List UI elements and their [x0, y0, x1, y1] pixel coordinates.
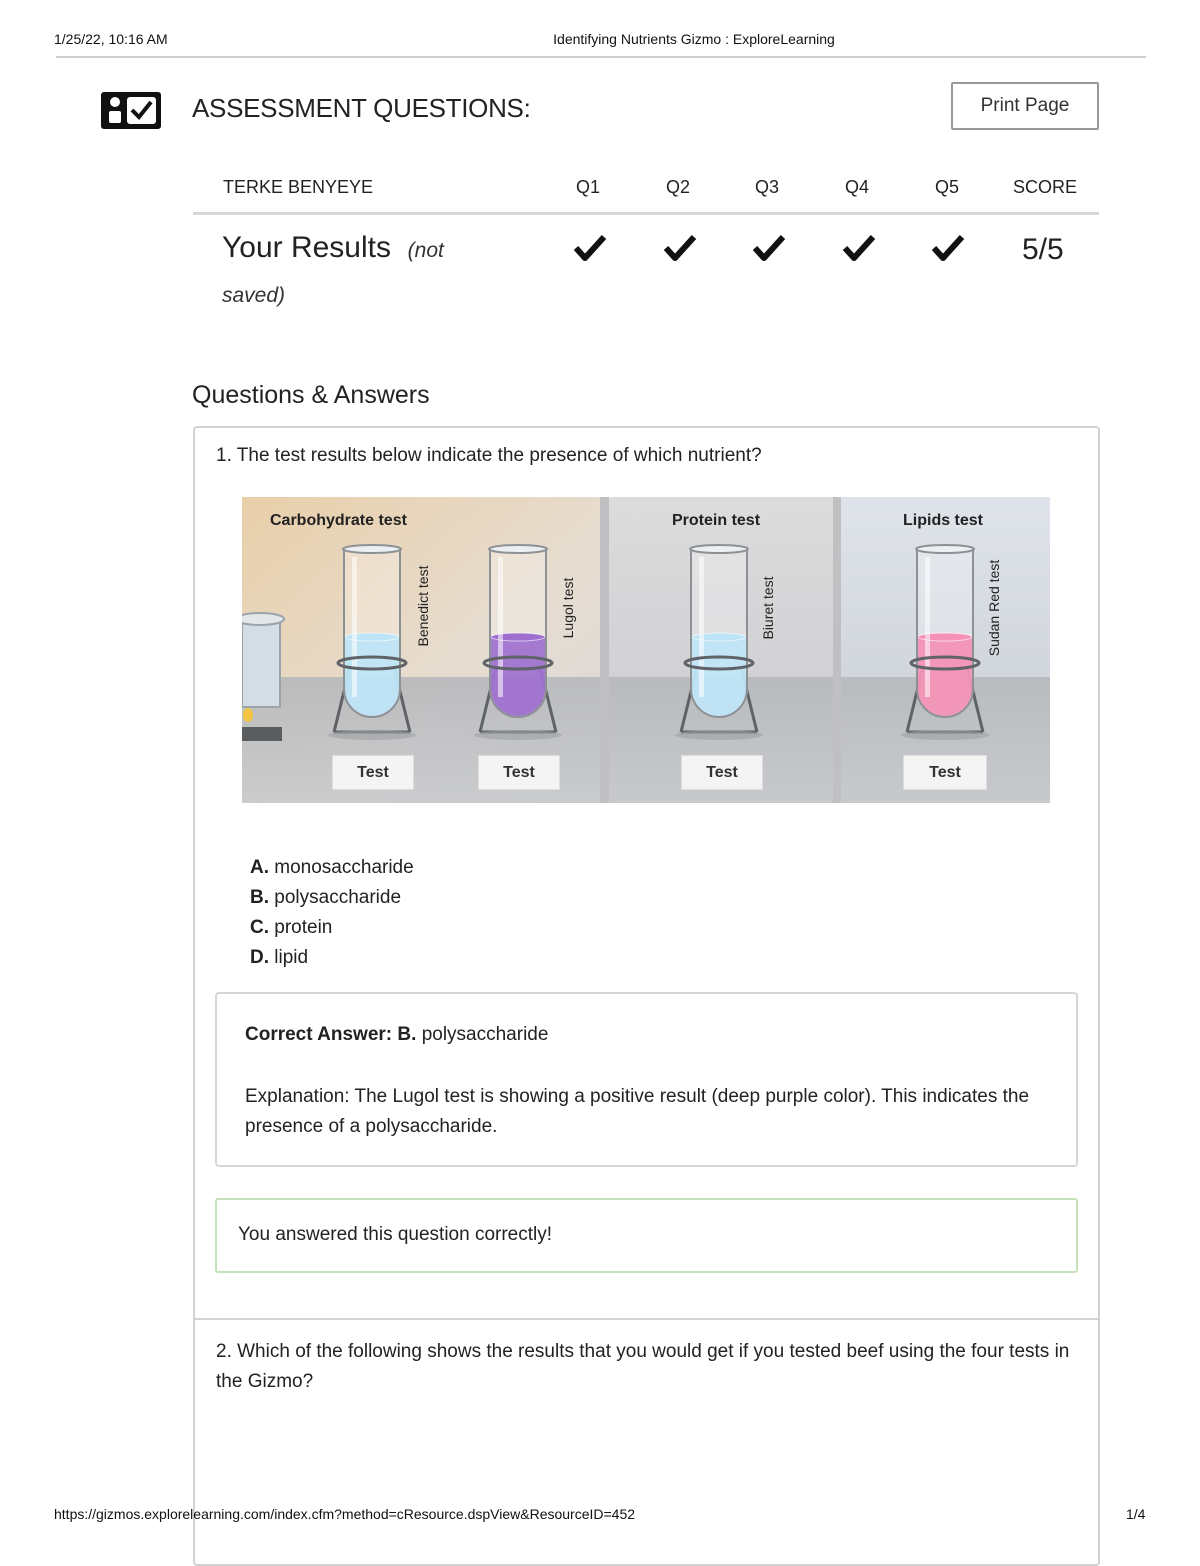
carbohydrate-test-title: Carbohydrate test [270, 512, 407, 529]
qa-section-title: Questions & Answers [192, 381, 430, 409]
biuret-test-button[interactable]: Test [681, 755, 763, 790]
not-saved-note-cont: saved) [222, 284, 286, 307]
q5-check-icon [931, 233, 965, 263]
biuret-tube [675, 545, 763, 740]
q3-check-icon [752, 233, 786, 263]
option-b: B. polysaccharide [250, 887, 402, 908]
assessment-icon [101, 92, 161, 129]
protein-test-title: Protein test [672, 512, 761, 529]
benedict-test-button[interactable]: Test [332, 755, 414, 790]
answer-options [250, 853, 414, 973]
question-1-text: 1. The test results below indicate the presence of which nutrient? [216, 445, 762, 466]
print-page-button[interactable]: Print Page [951, 82, 1099, 130]
not-saved-note: (not [407, 239, 444, 262]
correct-answer: Correct Answer: B. polysaccharide [245, 1024, 549, 1045]
option-a: A. monosaccharide [250, 857, 414, 878]
student-name: TERKE BENYEYE [223, 177, 374, 197]
lugol-tube [474, 545, 562, 740]
q4-check-icon [842, 233, 876, 263]
column-q5: Q5 [935, 177, 960, 197]
sudan-red-test-label: Sudan Red test [986, 559, 1002, 657]
print-datetime: 1/25/22, 10:16 AM [54, 31, 168, 47]
question-2-text: 2. Which of the following shows the results that you would get if you tested beef using the four tests in the Gizmo? [216, 1341, 1070, 1392]
print-page-number: 1/4 [1126, 1506, 1146, 1522]
option-d: D. lipid [250, 947, 309, 968]
lugol-test-button[interactable]: Test [478, 755, 560, 790]
benedict-tube [328, 545, 416, 740]
print-url: https://gizmos.explorelearning.com/index.cfm?method=cResource.dspView&ResourceID=452 [54, 1506, 636, 1522]
question-divider [193, 1318, 1100, 1320]
explanation-text: Explanation: The Lugol test is showing a positive result (deep purple color). This indicates the presence of a polysaccharide. [245, 1086, 1030, 1137]
column-q4: Q4 [845, 177, 870, 197]
column-q2: Q2 [666, 177, 691, 197]
table-divider [193, 212, 1099, 215]
sudan-red-tube [901, 545, 989, 740]
page-title: ASSESSMENT QUESTIONS: [192, 93, 531, 123]
q2-check-icon [663, 233, 697, 263]
column-score: SCORE [1013, 177, 1078, 197]
sudan-red-test-button[interactable]: Test [903, 755, 987, 790]
lipids-test-title: Lipids test [903, 512, 984, 529]
benedict-test-label: Benedict test [415, 565, 431, 647]
results-row-label: Your Results (not [222, 231, 444, 264]
option-c: C. protein [250, 917, 333, 938]
feedback-text: You answered this question correctly! [238, 1224, 553, 1245]
print-page-title: Identifying Nutrients Gizmo : ExploreLearning [553, 31, 835, 47]
score-value: 5/5 [1022, 233, 1064, 266]
lugol-test-label: Lugol test [560, 577, 576, 639]
q1-check-icon [573, 233, 607, 263]
column-q3: Q3 [755, 177, 780, 197]
biuret-test-label: Biuret test [760, 576, 776, 640]
column-q1: Q1 [576, 177, 601, 197]
header-divider [56, 56, 1146, 58]
